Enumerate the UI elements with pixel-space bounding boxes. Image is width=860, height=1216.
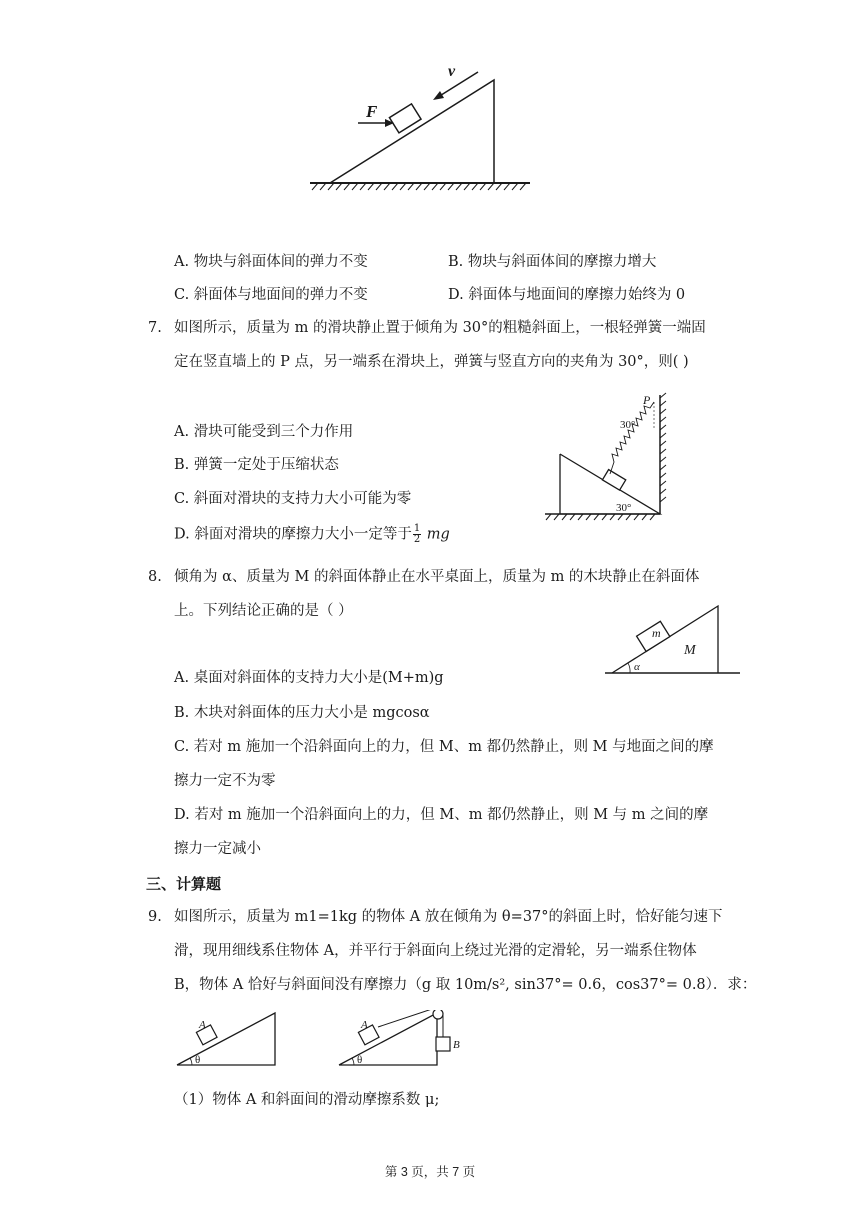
q7-option-d-suffix: mg	[422, 526, 450, 543]
fraction-numerator: 1	[413, 523, 421, 534]
q7-option-d-prefix: D. 斜面对滑块的摩擦力大小一定等于	[174, 526, 412, 543]
figure-q8-incline-block	[600, 600, 745, 680]
figure-q9-right	[334, 1010, 474, 1070]
block-b-label: B	[453, 1039, 460, 1051]
incline-angle-label: 30°	[616, 502, 632, 514]
block-m-label: m	[652, 626, 661, 640]
spring-angle-label: 30°	[620, 419, 636, 431]
force-label: F	[366, 102, 378, 121]
q8-option-a: A. 桌面对斜面体的支持力大小是(M+m)g	[174, 670, 444, 686]
section-title: 三、计算题	[146, 875, 222, 893]
q6-option-c: C. 斜面体与地面间的弹力不变	[174, 287, 368, 303]
q8-option-d-line2: 擦力一定减小	[174, 841, 261, 857]
q7-option-b: B. 弹簧一定处于压缩状态	[174, 457, 339, 473]
velocity-label: v	[448, 63, 456, 80]
theta-label: θ	[195, 1054, 201, 1066]
q9-subquestion-1: （1）物体 A 和斜面间的滑动摩擦系数 μ;	[174, 1092, 440, 1108]
q7-stem-line2: 定在竖直墙上的 P 点，另一端系在滑块上，弹簧与竖直方向的夹角为 30°，则( )	[174, 354, 689, 370]
figure-q7-spring-incline	[540, 390, 680, 525]
q8-option-d-line1: D. 若对 m 施加一个沿斜面向上的力，但 M、m 都仍然静止，则 M 与 m 之间的摩	[174, 807, 709, 823]
q9-number: 9.	[148, 909, 162, 925]
q8-number: 8.	[148, 569, 162, 585]
q7-option-d	[174, 524, 450, 545]
q9-stem-line1: 如图所示，质量为 m1=1kg 的物体 A 放在倾角为 θ=37°的斜面上时，恰好能匀速下	[174, 909, 723, 925]
q6-option-b: B. 物块与斜面体间的摩擦力增大	[448, 254, 657, 270]
q8-stem-line1: 倾角为 α、质量为 M 的斜面体静止在水平桌面上，质量为 m 的木块静止在斜面体	[174, 569, 700, 585]
q6-option-a: A. 物块与斜面体间的弹力不变	[174, 254, 368, 270]
q6-option-d: D. 斜面体与地面间的摩擦力始终为 0	[448, 287, 686, 303]
figure-q9-left	[172, 1010, 282, 1070]
alpha-label: α	[634, 661, 640, 673]
q8-stem-line2: 上。下列结论正确的是（ ）	[174, 603, 353, 619]
page-number: 第 3 页，共 7 页	[384, 1165, 476, 1179]
q7-stem-line1: 如图所示，质量为 m 的滑块静止置于倾角为 30°的粗糙斜面上，一根轻弹簧一端固	[174, 320, 706, 336]
q8-option-b: B. 木块对斜面体的压力大小是 mgcosα	[174, 705, 430, 721]
block-a-label: A	[199, 1019, 206, 1031]
fraction-one-half	[413, 524, 421, 545]
q8-option-c-line1: C. 若对 m 施加一个沿斜面向上的力，但 M、m 都仍然静止，则 M 与地面之间的摩	[174, 739, 714, 755]
block-a-label-right: A	[361, 1019, 368, 1031]
q7-option-a: A. 滑块可能受到三个力作用	[174, 424, 354, 440]
figure-q6-incline	[300, 60, 540, 200]
fraction-denominator: 2	[413, 534, 421, 545]
q7-option-c: C. 斜面对滑块的支持力大小可能为零	[174, 491, 412, 507]
q9-stem-line3: B，物体 A 恰好与斜面间没有摩擦力（g 取 10m/s², sin37°= 0.6，cos37°= 0.8）．求：	[174, 977, 757, 993]
q8-option-c-line2: 擦力一定不为零	[174, 773, 276, 789]
theta-label-right: θ	[357, 1054, 363, 1066]
incline-M-label: M	[684, 643, 696, 658]
q7-number: 7.	[148, 320, 162, 336]
q9-stem-line2: 滑，现用细线系住物体 A，并平行于斜面向上绕过光滑的定滑轮，另一端系住物体	[174, 943, 697, 959]
point-p-label: P	[643, 393, 651, 407]
